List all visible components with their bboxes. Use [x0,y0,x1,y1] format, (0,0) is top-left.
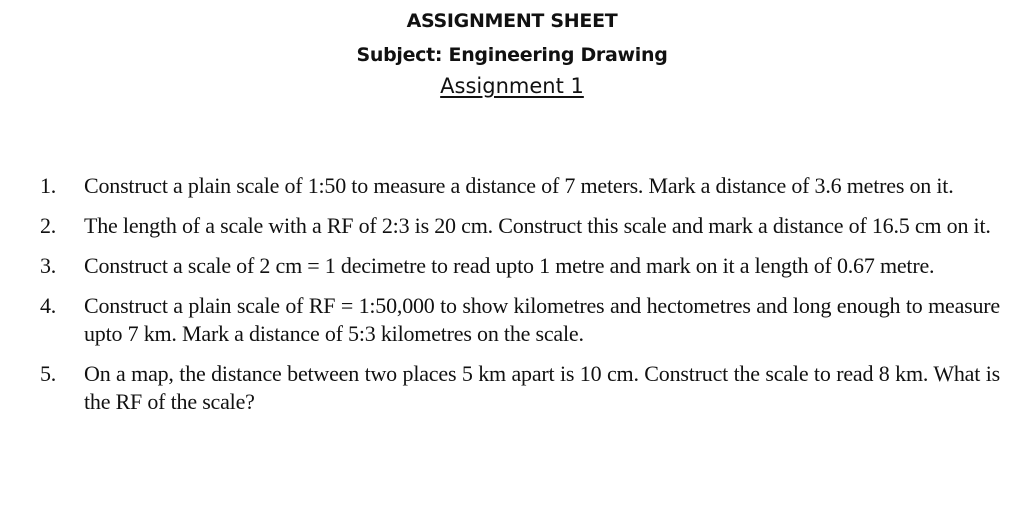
question-text: On a map, the distance between two places 5 km apart is 10 cm. Construct the scale to read 8 km. What is the RF of the scale? [84,361,1000,414]
question-item [40,212,1000,240]
question-text: Construct a plain scale of RF = 1:50,000 to show kilometres and hectometres and long enough to measure upto 7 km. Mark a distance of 5:3 kilometres on the scale. [84,293,1000,346]
question-number: 5. [40,361,57,386]
assignment-heading: Assignment 1 [440,74,584,98]
question-item [40,252,1000,280]
subject-line: Subject: Engineering Drawing [356,44,668,66]
question-item [40,360,1000,416]
question-number: 2. [40,213,57,238]
question-list [40,172,1000,428]
question-text: The length of a scale with a RF of 2:3 is 20 cm. Construct this scale and mark a distance of 16.5 cm on it. [84,213,991,238]
question-text: Construct a plain scale of 1:50 to measure a distance of 7 meters. Mark a distance of 3.6 metres on it. [84,173,954,198]
question-item [40,172,1000,200]
sheet-title: ASSIGNMENT SHEET [406,10,618,32]
question-number: 1. [40,173,57,198]
question-number: 3. [40,253,57,278]
question-number: 4. [40,293,57,318]
question-item [40,292,1000,348]
question-text: Construct a scale of 2 cm = 1 decimetre to read upto 1 metre and mark on it a length of 0.67 metre. [84,253,935,278]
